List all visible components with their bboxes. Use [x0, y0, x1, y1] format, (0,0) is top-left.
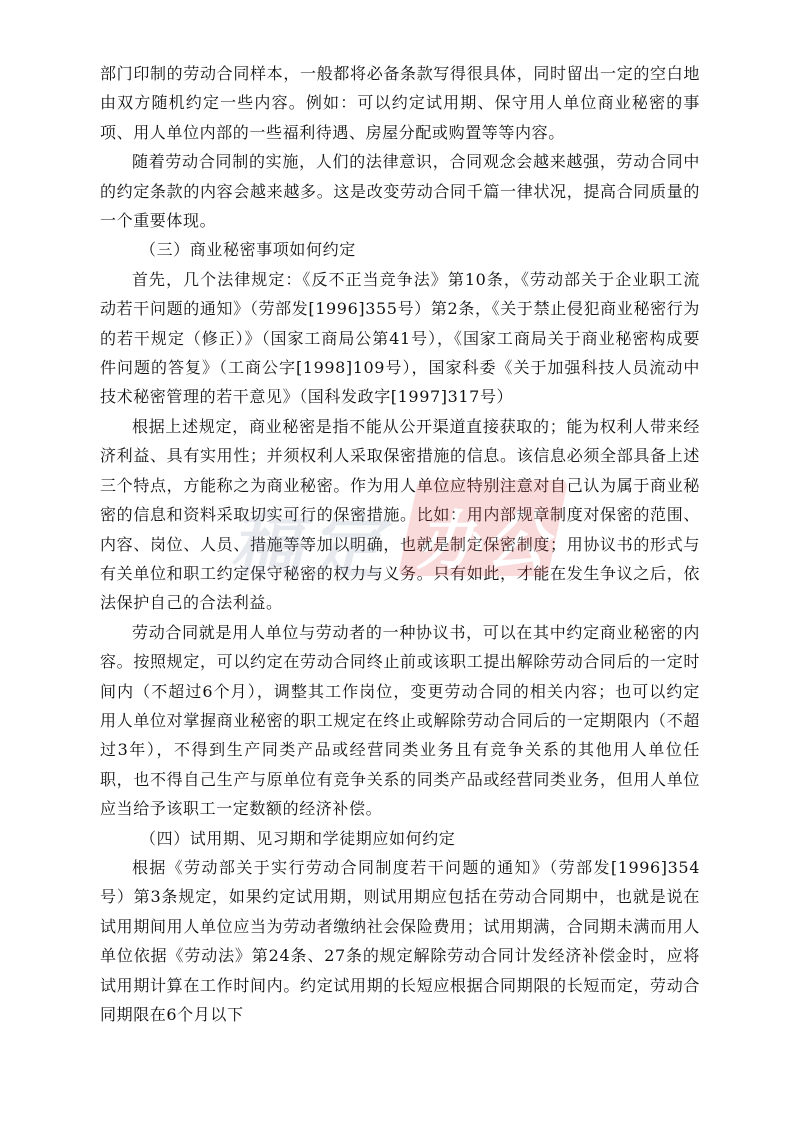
paragraph-legal-provisions: 首先，几个法律规定：《反不正当竞争法》第10条，《劳动部关于企业职工流动若干问题的通知》（劳部发[1996]355号）第2条，《关于禁止侵犯商业秘密行为的若干规定（修正）》（国家工商局公第41号），《国家工商局关于商业秘密构成要件问题的答复》（工商公字[1998]109号），国家科委《关于加强科技人员流动中技术秘密管理的若干意见》（国科发政字[1997]317号） [100, 269, 700, 407]
watermark-text: 稿定 [230, 504, 391, 588]
watermark-badge-text: 办公 [416, 505, 552, 579]
paragraph-probation-rules: 根据《劳动部关于实行劳动合同制度若干问题的通知》（劳部发[1996]354号）第3条规定，如果约定试用期，则试用期应包括在劳动合同期中，也就是说在试用期间用人单位应当为劳动者缴纳社会保险费用；试用期满，合同期未满而用人单位依据《劳动法》第24条、27条的规定解除劳动合同计发经济补偿金时，应将试用期计算在工作时间内。约定试用期的长短应根据合同期限的长短而定，劳动合同期限在6个月以下 [100, 857, 700, 1024]
paragraph-contract-agreement: 劳动合同就是用人单位与劳动者的一种协议书，可以在其中约定商业秘密的内容。按照规定，可以约定在劳动合同终止前或该职工提出解除劳动合同后的一定时间内（不超过6个月），调整其工作岗位，变更劳动合同的相关内容；也可以约定用人单位对掌握商业秘密的职工规定在终止或解除劳动合同后的一定期限内（不超过3年），不得到生产同类产品或经营同类业务且有竞争关系的其他用人单位任职，也不得自己生产与原单位有竞争关系的同类产品或经营同类业务，但用人单位应当给予该职工一定数额的经济补偿。 [100, 622, 700, 819]
section-heading-probation: （四）试用期、见习期和学徒期应如何约定 [140, 828, 456, 848]
paragraph-contract-awareness: 随着劳动合同制的实施，人们的法律意识，合同观念会越来越强，劳动合同中的约定条款的内容会越来越多。这是改变劳动合同千篇一律状况，提高合同质量的一个重要体现。 [100, 152, 700, 231]
paragraph-intro-continuation: 部门印制的劳动合同样本，一般都将必备条款写得很具体，同时留出一定的空白地由双方随机约定一些内容。例如：可以约定试用期、保守用人单位商业秘密的事项、用人单位内部的一些福利待遇、房屋分配或购置等等内容。 [100, 64, 700, 142]
section-heading-trade-secrets: （三）商业秘密事项如何约定 [140, 240, 356, 260]
document-body [100, 59, 700, 1029]
paragraph-trade-secret-definition: 根据上述规定，商业秘密是指不能从公开渠道直接获取的；能为权利人带来经济利益、具有实用性；并须权利人采取保密措施的信息。该信息必须全部具备上述三个特点，方能称之为商业秘密。作为用人单位应特别注意对自己认为属于商业秘密的信息和资料采取切实可行的保密措施。比如：用内部规章制度对保密的范围、内容、岗位、人员、措施等等加以明确，也就是制定保密制度；用协议书的形式与有关单位和职工约定保守秘密的权力与义务。只有如此，才能在发生争议之后，依法保护自己的合法利益。 [100, 416, 700, 613]
